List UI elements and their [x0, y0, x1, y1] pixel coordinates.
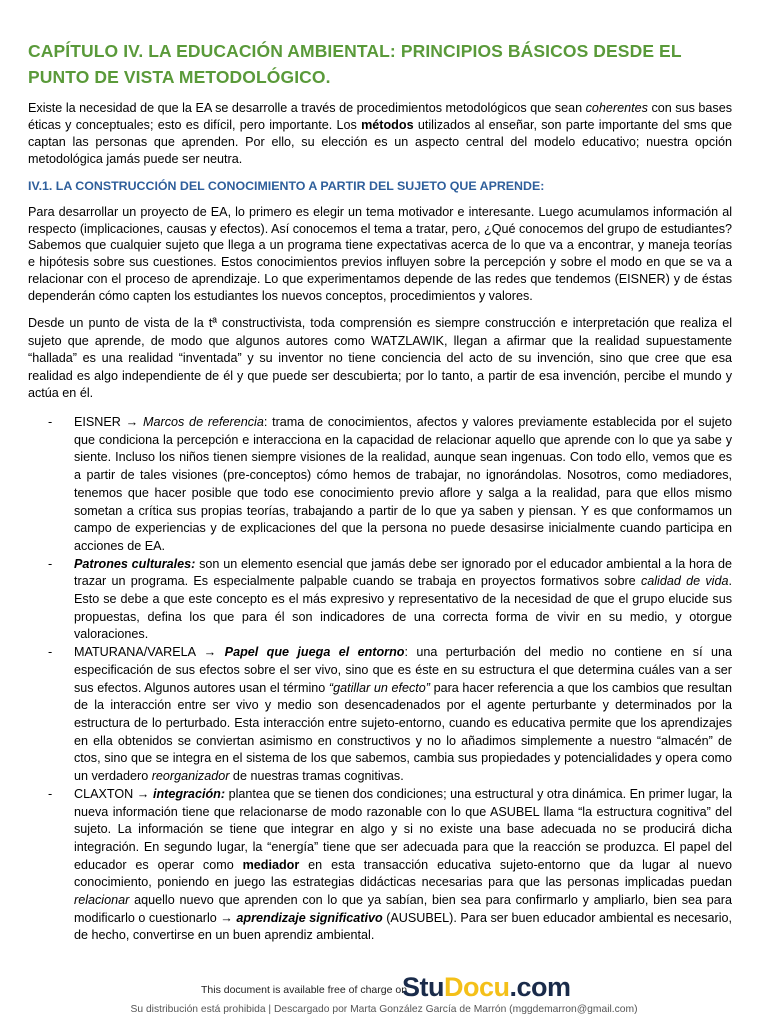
- patrones-emphasis: calidad de vida: [640, 574, 729, 589]
- intro-strong: métodos: [361, 117, 414, 132]
- bullet-list: [28, 414, 732, 945]
- eisner-text: : trama de conocimientos, afectos y valores previamente establecida por el sujeto que condiciona la percepción e interacciona en la capacidad de relacionar aquello que aprende con lo que ya sabe y siente. Incluso los niños tienen siempre visiones de la realidad, aunque sean ingenuas. Con todo ello, vemos que es a partir de tales visiones (pre-conceptos) cómo hemos de trabajar, no ignorándolas. Nosotros, como mediadores, tenemos que hacer posible que todo ese conocimiento previo aflore y salga a la realidad, para que ellos mismo sometan a crítica sus propias teorías, trabajando a partir de lo que ya saben y piensan. Y es que conformamos un campo de experiencias y de explicaciones del que la persona no puede desasirse inicialmente cuando participa en acciones de EA.: [74, 415, 733, 553]
- claxton-text-3: aquello nuevo que aprenden con lo que ya sabían, bien sea para confirmarlo y ampliarlo, bien sea para modificarlo o cuestionarlo →: [74, 893, 732, 925]
- maturana-emphasis: “gatillar un efecto”: [328, 680, 430, 695]
- intro-text-b: con sus bases éticas y conceptuales; esto es difícil, pero importante. Los: [28, 101, 732, 132]
- maturana-emphasis-2: reorganizador: [151, 769, 230, 784]
- page-footer: [0, 972, 768, 1024]
- list-item-maturana: [28, 644, 732, 786]
- eisner-lead: EISNER →: [74, 415, 144, 430]
- list-dash: -: [48, 415, 53, 430]
- document-page: [28, 38, 732, 945]
- distribution-note: Su distribución está prohibida | Descargado por Marta González García de Marrón (mggdemarron@gmail.com): [130, 1004, 638, 1015]
- claxton-term-2: aprendizaje significativo: [236, 910, 383, 925]
- studocu-logo[interactable]: [402, 972, 571, 1003]
- chapter-title: CAPÍTULO IV. LA EDUCACIÓN AMBIENTAL: PRINCIPIOS BÁSICOS DESDE EL PUNTO DE VISTA METODOLÓGICO.: [28, 41, 682, 87]
- list-dash: -: [48, 556, 53, 571]
- claxton-term: integración:: [152, 786, 226, 801]
- patrones-term: Patrones culturales:: [74, 556, 196, 571]
- section-subheading: IV.1. LA CONSTRUCCIÓN DEL CONOCIMIENTO A PARTIR DEL SUJETO QUE APRENDE:: [28, 178, 545, 193]
- claxton-emphasis: relacionar: [74, 893, 130, 908]
- list-item-eisner: [28, 414, 732, 556]
- claxton-text-2: en esta transacción educativa sujeto-entorno que da lugar al nuevo conocimiento, poniendo en juego las estrategias didácticas necesarias para que las personas implicadas puedan: [74, 857, 732, 890]
- list-item-patrones: [28, 556, 732, 645]
- paragraph-2: Desde un punto de vista de la tª constructivista, toda comprensión es siempre construcción e interpretación que realiza el sujeto que aprende, de modo que algunos autores como WATZLAWIK, llegan a afirmar que la realidad supuestamente “hallada” es una realidad “inventada” y su inventor no tiene conciencia del acto de su invención, sino que cree que esa realidad es algo independiente de él y que puede ser descubierta; por lo tanto, a partir de esa invención, percibe el mundo y actúa en él.: [28, 316, 732, 401]
- patrones-text-2: . Esto se debe a que este concepto es el más expresivo y representativo de la necesidad de que el grupo elucide sus propuestas, defina los que para él son indicadores de una correcta forma de vivir en su medio, y otorgue valoraciones.: [74, 574, 732, 642]
- paragraph-1: Para desarrollar un proyecto de EA, lo primero es elegir un tema motivador e interesante. Luego acumulamos información al respecto (implicaciones, causas y efectos). Así conocemos el tema a tratar, pero, ¿Qué conocemos del grupo de estudiantes? Sabemos que cualquier sujeto que llega a un programa tiene expectativas acerca de lo que va a encontrar, y maneja teorías e hipótesis sobre sus cuestiones. Estos conocimientos previos influyen sobre la percepción y sobre el modo en que se va a relacionar con el proceso de aprendizaje. Lo que experimentamos depende de las redes que tendemos (EISNER) y de éstas dependerán cómo capten los estudiantes los nuevos conceptos, procedimientos y valores.: [28, 204, 732, 304]
- claxton-text: plantea que se tienen dos condiciones; una estructural y otra dinámica. En primer lugar, la nueva información tiene que relacionarse de modo razonable con lo que ASUBEL llama “la estructura cognitiva” del sujeto. La información se tiene que integrar en algo y si no existe una base adecuada no se producirá dicha integración. En segundo lugar, la “energía” tiene que ser adecuada para que la reacción se produzca. El papel del educador es operar como: [74, 786, 732, 872]
- patrones-text: son un elemento esencial que jamás debe ser ignorado por el educador ambiental a la hora de trazar un programa. Es especialmente palpable cuando se trabaja en proyectos formativos sobre: [74, 556, 732, 589]
- intro-paragraph: [28, 100, 732, 168]
- list-dash: -: [48, 786, 53, 801]
- maturana-lead: MATURANA/VARELA →: [74, 645, 225, 660]
- availability-note: This document is available free of charge on: [201, 984, 408, 996]
- logo-part-c: .com: [509, 972, 571, 1002]
- intro-text-c: utilizados al enseñar, son parte importante del sms que captan las personas que aprenden. Por ello, su elección es un aspecto central del modelo educativo; nuestra opción metodológica jamás puede ser neutra.: [28, 117, 732, 166]
- intro-emphasis: coherentes: [585, 101, 648, 115]
- list-dash: -: [48, 645, 53, 660]
- claxton-strong: mediador: [242, 857, 300, 872]
- maturana-term: Papel que juega el entorno: [224, 645, 405, 660]
- logo-part-b: Docu: [444, 972, 510, 1002]
- list-item-claxton: [28, 786, 732, 945]
- maturana-text: : una perturbación del medio no contiene en sí una especificación de sus efectos sobre el ser vivo, sino que es éste en su estructura el que determina cuáles van a ser sus efectos. Algunos autores usan el término: [74, 645, 732, 695]
- maturana-text-3: de nuestras tramas cognitivas.: [229, 769, 404, 784]
- logo-part-a: Stu: [402, 972, 444, 1002]
- intro-text-a: Existe la necesidad de que la EA se desarrolle a través de procedimientos metodológicos que sean: [28, 101, 586, 115]
- claxton-text-4: (AUSUBEL). Para ser buen educador ambiental es necesario, de hecho, convertirse en un buen aprendiz ambiental.: [74, 910, 733, 943]
- claxton-lead: CLAXTON →: [74, 786, 153, 801]
- eisner-term: Marcos de referencia: [143, 415, 264, 430]
- maturana-text-2: para hacer referencia a que los cambios que resultan de la interacción entre ser vivo y medio son desencadenados por el agente perturbante y determinados por la estructura de lo perturbado. Esta interacción entre sujeto-entorno, cuando es educativa permite que los aprendizajes en ella obtenidos se conviertan asimismo en constructivos y no lo añadimos simplemente a nuestro “almacén” de ctos, sino que se integra en el sistema de los que sabemos, cambia sus propiedades y potencialidades y opera como un verdadero: [74, 680, 732, 784]
